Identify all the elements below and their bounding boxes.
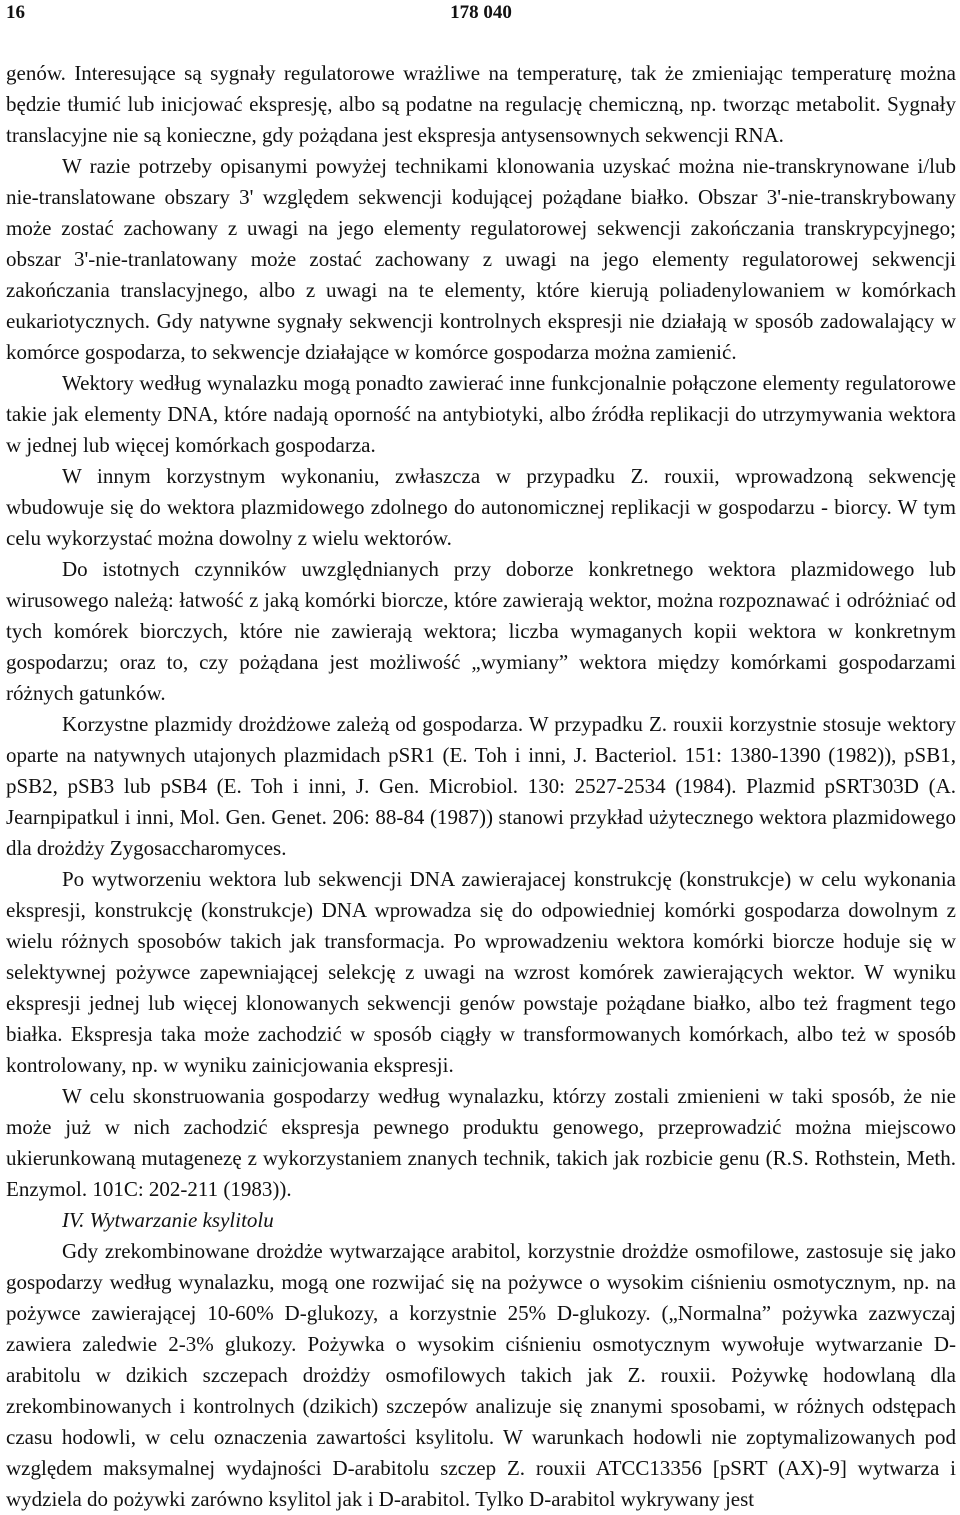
paragraph: Wektory według wynalazku mogą ponadto zawierać inne funkcjonalnie połączone elementy regulatorowe takie jak elementy DNA, które nadają oporność na antybiotyki, albo źródła replikacji do utrzymywania wektora w jednej lub więcej komórkach gospodarza. [6,371,956,457]
paragraph: genów. Interesujące są sygnały regulatorowe wrażliwe na temperaturę, tak że zmieniając temperaturę można będzie tłumić lub inicjować ekspresję, albo są podatne na regulację chemiczną, np. tworząc metabolit. Sygnały translacyjne nie są konieczne, gdy pożądana jest ekspresja antysensownych sekwencji RNA. [6,61,956,147]
page-number: 16 [6,2,25,23]
paragraph: W celu skonstruowania gospodarzy według wynalazku, którzy zostali zmienieni w taki sposób, że nie może już w nich zachodzić ekspresja pewnego produktu genowego, przeprowadzić można miejscowo ukierunkowaną mutagenezę z wykorzystaniem znanych technik, takich jak rozbicie genu (R.S. Rothstein, Meth. Enzymol. 101C: 202-211 (1983)). [6,1084,956,1201]
paragraph: Po wytworzeniu wektora lub sekwencji DNA zawierajacej konstrukcję (konstrukcje) w celu wykonania ekspresji, konstrukcję (konstrukcje) DNA wprowadza się do odpowiedniej komórki gospodarza dowolnym z wielu różnych sposobów takich jak transformacja. Po wprowadzeniu wektora komórki biorcze hoduje się w selektywnej pożywce zapewniającej selekcję z uwagi na wzrost komórek zawierających wektor. W wyniku ekspresji jednej lub więcej klonowanych sekwencji genów powstaje pożądane białko, albo też fragment tego białka. Ekspresja taka może zachodzić w sposób ciągły w transformowanych komórkach, albo też w sposób kontrolowany, np. w wyniku zainicjowania ekspresji. [6,867,956,1077]
paragraph: Korzystne plazmidy drożdżowe zależą od gospodarza. W przypadku Z. rouxii korzystnie stosuje wektory oparte na natywnych utajonych plazmidach pSR1 (E. Toh i inni, J. Bacteriol. 151: 1380-1390 (1982)), pSB1, pSB2, pSB3 lub pSB4 (E. Toh i inni, J. Gen. Microbiol. 130: 2527-2534 (1984). Plazmid pSRT303D (A. Jearnpipatkul i inni, Mol. Gen. Genet. 206: 88-84 (1987)) stanowi przykład użytecznego wektora plazmidowego dla drożdży Zygosaccharomyces. [6,712,956,860]
document-page [6,0,956,1511]
paragraph: W razie potrzeby opisanymi powyżej technikami klonowania uzyskać można nie-transkrynowane i/lub nie-translatowane obszary 3' względem sekwencji kodującej pożądane białko. Obszar 3'-nie-transkrybowany może zostać zachowany z uwagi na jego elementy regulatorowej sekwencji zakończania transkrypcyjnego; obszar 3'-nie-tranlatowany może zostać zachowany z uwagi na jego elementy regulatorowej sekwencji zakończania translacyjnego, albo z uwagi na te elementy, które kierują poliadenylowaniem w komórkach eukariotycznych. Gdy natywne sygnały sekwencji kontrolnych ekspresji nie działają w sposób zadowalający w komórce gospodarza, to sekwencje działające w komórce gospodarza można zamienić. [6,154,956,364]
paragraph: Do istotnych czynników uwzględnianych przy doborze konkretnego wektora plazmidowego lub wirusowego należą: łatwość z jaką komórki biorcze, które zawierają wektor, można rozpoznawać i odróżniać od tych komórek biorczych, które nie zawierają wektora; liczba wymaganych kopii wektora w konkretnym gospodarzu; oraz to, czy pożądana jest możliwość „wymiany” wektora między komórkami gospodarzami różnych gatunków. [6,557,956,705]
section-heading: IV. Wytwarzanie ksylitolu [62,1208,274,1232]
body-text [6,58,956,1515]
page-header [6,0,956,40]
paragraph: W innym korzystnym wykonaniu, zwłaszcza w przypadku Z. rouxii, wprowadzoną sekwencję wbudowuje się do wektora plazmidowego zdolnego do autonomicznej replikacji w gospodarzu - biorcy. W tym celu wykorzystać można dowolny z wielu wektorów. [6,464,956,550]
document-number: 178 040 [450,2,512,23]
paragraph: Gdy zrekombinowane drożdże wytwarzające arabitol, korzystnie drożdże osmofilowe, zastosuje się jako gospodarzy według wynalazku, mogą one rozwijać się na pożywce o wysokim ciśnieniu osmotycznym, np. na pożywce zawierającej 10-60% D-glukozy, a korzystnie 25% D-glukozy. („Normalna” pożywka zazwyczaj zawiera zaledwie 2-3% glukozy. Pożywka o wysokim ciśnieniu osmotycznym wywołuje wytwarzanie D-arabitolu w dzikich szczepach drożdży osmofilowych takich jak Z. rouxii. Pożywkę hodowlaną dla zrekombinowanych i kontrolnych (dzikich) szczepów analizuje się znanymi sposobami, w różnych odstępach czasu hodowli, w celu oznaczenia zawartości ksylitolu. W warunkach hodowli nie zoptymalizowanych pod względem maksymalnej wydajności D-arabitolu szczep Z. rouxii ATCC13356 [pSRT (AX)-9] wytwarza i wydziela do pożywki zarówno ksylitol jak i D-arabitol. Tylko D-arabitol wykrywany jest [6,1239,956,1511]
